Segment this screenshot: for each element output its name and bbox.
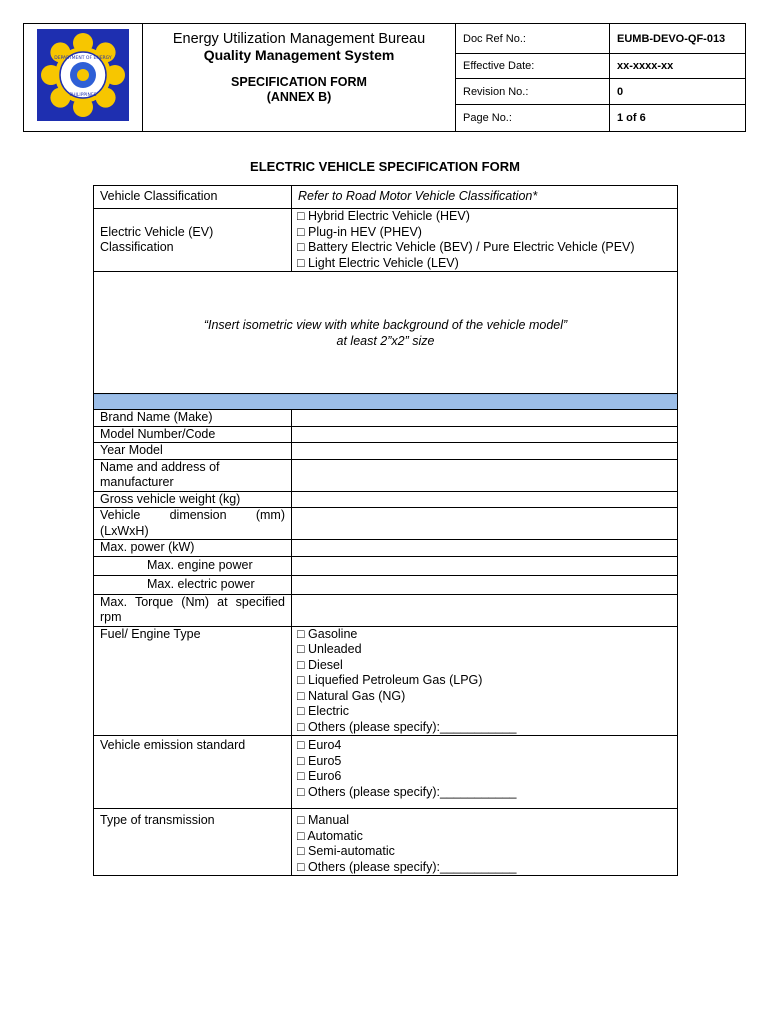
checkbox-option-euro4[interactable]: □ Euro4 [297, 738, 342, 752]
brand-label: Brand Name (Make) [94, 410, 292, 427]
table-row [94, 186, 678, 209]
annex-label: (ANNEX B) [266, 90, 332, 104]
table-row [94, 575, 678, 594]
system-name: Quality Management System [203, 47, 395, 63]
checkbox-option-phev[interactable]: □ Plug-in HEV (PHEV) [297, 224, 422, 239]
manufacturer-label: Name and address of manufacturer [94, 459, 292, 491]
logo-text: DEPARTMENT OF ENERGY [54, 56, 112, 61]
checkbox-option-emission-others[interactable]: □ Others (please specify):___________ [297, 784, 517, 799]
engine-power-value-field[interactable] [292, 556, 678, 575]
table-row [94, 556, 678, 575]
checkbox-option-lev[interactable]: □ Light Electric Vehicle (LEV) [297, 255, 459, 270]
effective-date-label: Effective Date: [456, 54, 610, 79]
logo-text-bottom: PHILIPPINES [69, 93, 97, 98]
table-row [94, 594, 678, 626]
image-instruction: “Insert isometric view with white background of the vehicle model” [203, 317, 568, 332]
electric-power-value-field[interactable] [292, 575, 678, 594]
manufacturer-value-field[interactable] [292, 459, 678, 491]
checkbox-option-gasoline[interactable]: □ Gasoline [297, 626, 358, 641]
torque-label: Max. Torque (Nm) at specified rpm [94, 594, 292, 626]
org-name: Energy Utilization Management Bureau [172, 31, 426, 47]
checkbox-option-transmission-others[interactable]: □ Others (please specify):___________ [297, 859, 517, 874]
dimension-label: Vehicle dimension (mm) (LxWxH) [94, 508, 292, 540]
vehicle-image-placeholder[interactable] [94, 272, 678, 394]
torque-value-field[interactable] [292, 594, 678, 626]
logo-cell [24, 24, 143, 132]
doc-ref-label: Doc Ref No.: [456, 24, 610, 54]
department-seal-logo [37, 29, 129, 121]
title-cell [143, 24, 456, 132]
weight-label: Gross vehicle weight (kg) [94, 491, 292, 508]
doc-ref-value: EUMB-DEVO-QF-013 [610, 24, 746, 54]
table-row [94, 540, 678, 557]
table-row [94, 209, 678, 272]
year-label: Year Model [94, 443, 292, 460]
table-row [94, 272, 678, 394]
table-row [94, 508, 678, 540]
checkbox-option-automatic[interactable]: □ Automatic [297, 828, 363, 843]
max-power-label: Max. power (kW) [94, 540, 292, 557]
checkbox-option-manual[interactable]: □ Manual [297, 813, 350, 827]
revision-value: 0 [610, 79, 746, 104]
table-row [94, 491, 678, 508]
table-row [94, 736, 678, 809]
revision-label: Revision No.: [456, 79, 610, 104]
checkbox-option-lpg[interactable]: □ Liquefied Petroleum Gas (LPG) [297, 673, 483, 687]
section-divider [94, 394, 678, 410]
max-power-value-field[interactable] [292, 540, 678, 557]
transmission-options [292, 809, 678, 876]
ev-classification-options [292, 209, 678, 272]
model-value-field[interactable] [292, 426, 678, 443]
table-row [94, 443, 678, 460]
specification-table [93, 185, 678, 876]
checkbox-option-unleaded[interactable]: □ Unleaded [297, 642, 362, 656]
ev-classification-label: Electric Vehicle (EV) Classification [94, 209, 292, 272]
checkbox-option-electric[interactable]: □ Electric [297, 704, 350, 718]
page-value: 1 of 6 [610, 104, 746, 131]
checkbox-option-euro5[interactable]: □ Euro5 [297, 753, 342, 768]
table-row [94, 459, 678, 491]
model-label: Model Number/Code [94, 426, 292, 443]
fuel-type-options [292, 626, 678, 736]
checkbox-option-fuel-others[interactable]: □ Others (please specify):___________ [297, 719, 517, 734]
year-value-field[interactable] [292, 443, 678, 460]
electric-power-label: Max. electric power [94, 575, 292, 594]
table-row [94, 626, 678, 736]
emission-standard-label: Vehicle emission standard [94, 736, 292, 809]
engine-power-label: Max. engine power [94, 556, 292, 575]
checkbox-option-bev[interactable]: □ Battery Electric Vehicle (BEV) / Pure Electric Vehicle (PEV) [297, 240, 635, 254]
transmission-label: Type of transmission [94, 809, 292, 876]
table-row [94, 809, 678, 876]
vehicle-classification-note[interactable]: Refer to Road Motor Vehicle Classification* [292, 186, 678, 209]
effective-date-value: xx-xxxx-xx [610, 54, 746, 79]
page-label: Page No.: [456, 104, 610, 131]
form-title: ELECTRIC VEHICLE SPECIFICATION FORM [250, 159, 520, 174]
table-row [94, 426, 678, 443]
checkbox-option-diesel[interactable]: □ Diesel [297, 657, 343, 672]
checkbox-option-hev[interactable]: □ Hybrid Electric Vehicle (HEV) [297, 209, 470, 223]
emission-standard-options [292, 736, 678, 809]
weight-value-field[interactable] [292, 491, 678, 508]
form-name: SPECIFICATION FORM [231, 75, 367, 89]
image-size-note: at least 2”x2” size [336, 333, 435, 348]
vehicle-classification-label: Vehicle Classification [94, 186, 292, 209]
brand-value-field[interactable] [292, 410, 678, 427]
table-row [94, 410, 678, 427]
checkbox-option-semi-automatic[interactable]: □ Semi-automatic [297, 844, 395, 858]
checkbox-option-euro6[interactable]: □ Euro6 [297, 769, 342, 783]
dimension-value-field[interactable] [292, 508, 678, 540]
fuel-type-label: Fuel/ Engine Type [94, 626, 292, 736]
document-header [23, 23, 746, 132]
checkbox-option-ng[interactable]: □ Natural Gas (NG) [297, 688, 406, 703]
